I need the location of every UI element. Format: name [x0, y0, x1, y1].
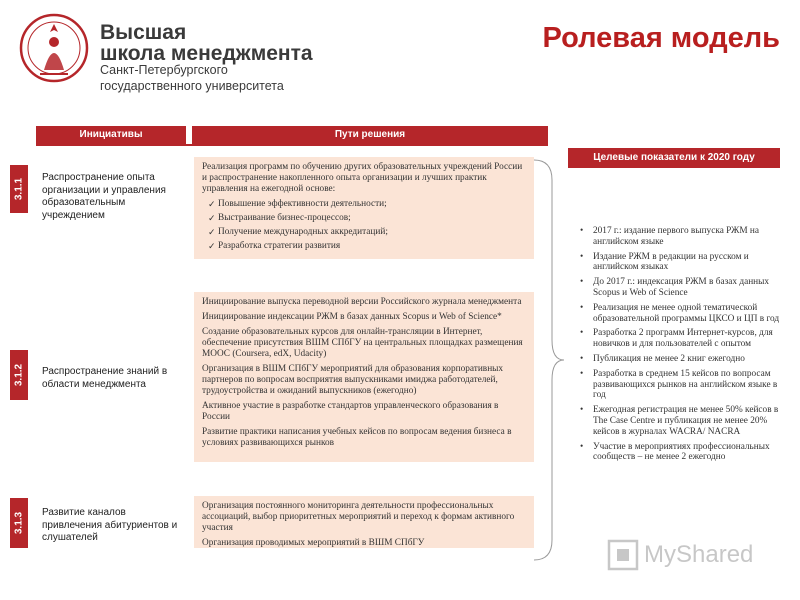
slide-title: Ролевая модель — [542, 22, 780, 54]
target-item: • Разработка 2 программ Интернет-курсов, для новичков и для пользователей с опытом — [580, 328, 785, 350]
target-item: • 2017 г.: издание первого выпуска РЖМ на английском языке — [580, 226, 785, 248]
solution-box — [194, 157, 534, 259]
watermark-logo-icon — [606, 538, 640, 572]
solution-text: Развитие практики написания учебных кейсов по вопросам ведения бизнеса в условиях развивающихся рынков — [202, 427, 512, 448]
org-name: Высшая школа менеджмента — [100, 21, 313, 65]
initiatives-header: Инициативы — [36, 126, 186, 144]
header-divider — [36, 144, 548, 146]
check-item: ✓ Повышение эффективности деятельности; — [208, 199, 526, 210]
solutions-header: Пути решения — [192, 126, 548, 144]
solution-text: Инициирование выпуска переводной версии Российского журнала менеджмента — [202, 297, 522, 307]
targets-header: Целевые показатели к 2020 году — [568, 148, 780, 168]
solution-text: Инициирование индексации РЖМ в базах данных Scopus и Web of Science* — [202, 312, 502, 322]
check-item: ✓ Получение международных аккредитаций; — [208, 227, 526, 238]
bracket-connector — [534, 150, 568, 570]
check-item: ✓ Разработка стратегии развития — [208, 241, 526, 252]
target-item: • Реализация не менее одной тематической образовательной программы ЦКСО и ЦП в год — [580, 303, 785, 325]
org-subtitle: Санкт-Петербургского государственного университета — [100, 63, 284, 93]
item-code-badge — [10, 350, 28, 400]
university-emblem-icon — [18, 8, 90, 90]
target-item: • Ежегодная регистрация не менее 50% кейсов в The Case Centre и публикация не менее 20% кейсов в журналах WACRA/ NACRA — [580, 405, 785, 437]
target-item: • До 2017 г.: индексация РЖМ в базах данных Scopus и Web of Science — [580, 277, 785, 299]
initiative-label: Распространение опыта организации и управления образовательным учреждением — [42, 172, 166, 221]
watermark-text: MyShared — [644, 541, 754, 568]
item-code-badge — [10, 498, 28, 548]
solution-text: Реализация программ по обучению других образовательных учреждений России и распространение накопленного опыта организации и лучших практик управления на ежегодной основе: — [202, 162, 523, 194]
targets-list — [580, 226, 785, 467]
item-code: 3.1.3 — [13, 511, 25, 535]
target-item: • Разработка в среднем 15 кейсов по вопросам развивающихся рынков на английском языке в год — [580, 369, 785, 401]
solution-text: Создание образовательных курсов для онлайн-трансляции в Интернет, обеспечение присутствия ВШМ СПбГУ на центральных площадках размещения МООС (Coursera, edX, Udacity) — [202, 327, 523, 359]
solution-text: Организация проводимых мероприятий в ВШМ СПбГУ — [202, 538, 425, 548]
solution-text: Организация в ВШМ СПбГУ мероприятий для образования корпоративных партнеров по вопросам восприятия выпускниками имиджа работодателей, трудоустройства и ожиданий выпускников (ежегодно) — [202, 364, 504, 396]
target-item: • Участие в мероприятиях профессиональных сообществ – не менее 2 ежегодно — [580, 442, 785, 464]
solution-text: Организация постоянного мониторинга деятельности профессиональных ассоциаций, выбор приоритетных мероприятий и переход к формам активного участия — [202, 501, 515, 533]
target-item: • Публикация не менее 2 книг ежегодно — [580, 354, 785, 365]
target-item: • Издание РЖМ в редакции на русском и английском языках — [580, 252, 785, 274]
watermark — [606, 538, 776, 572]
solution-text: Активное участие в разработке стандартов управленческого образования в России — [202, 401, 499, 422]
check-item: ✓ Выстраивание бизнес-процессов; — [208, 213, 526, 224]
item-code-badge — [10, 165, 28, 213]
solution-box — [194, 292, 534, 462]
initiative-label: Развитие каналов привлечения абитуриентов и слушателей — [42, 507, 178, 543]
initiative-label: Распространение знаний в области менеджмента — [42, 366, 168, 390]
item-code: 3.1.1 — [13, 177, 25, 201]
item-code: 3.1.2 — [13, 363, 25, 387]
solution-box — [194, 496, 534, 548]
